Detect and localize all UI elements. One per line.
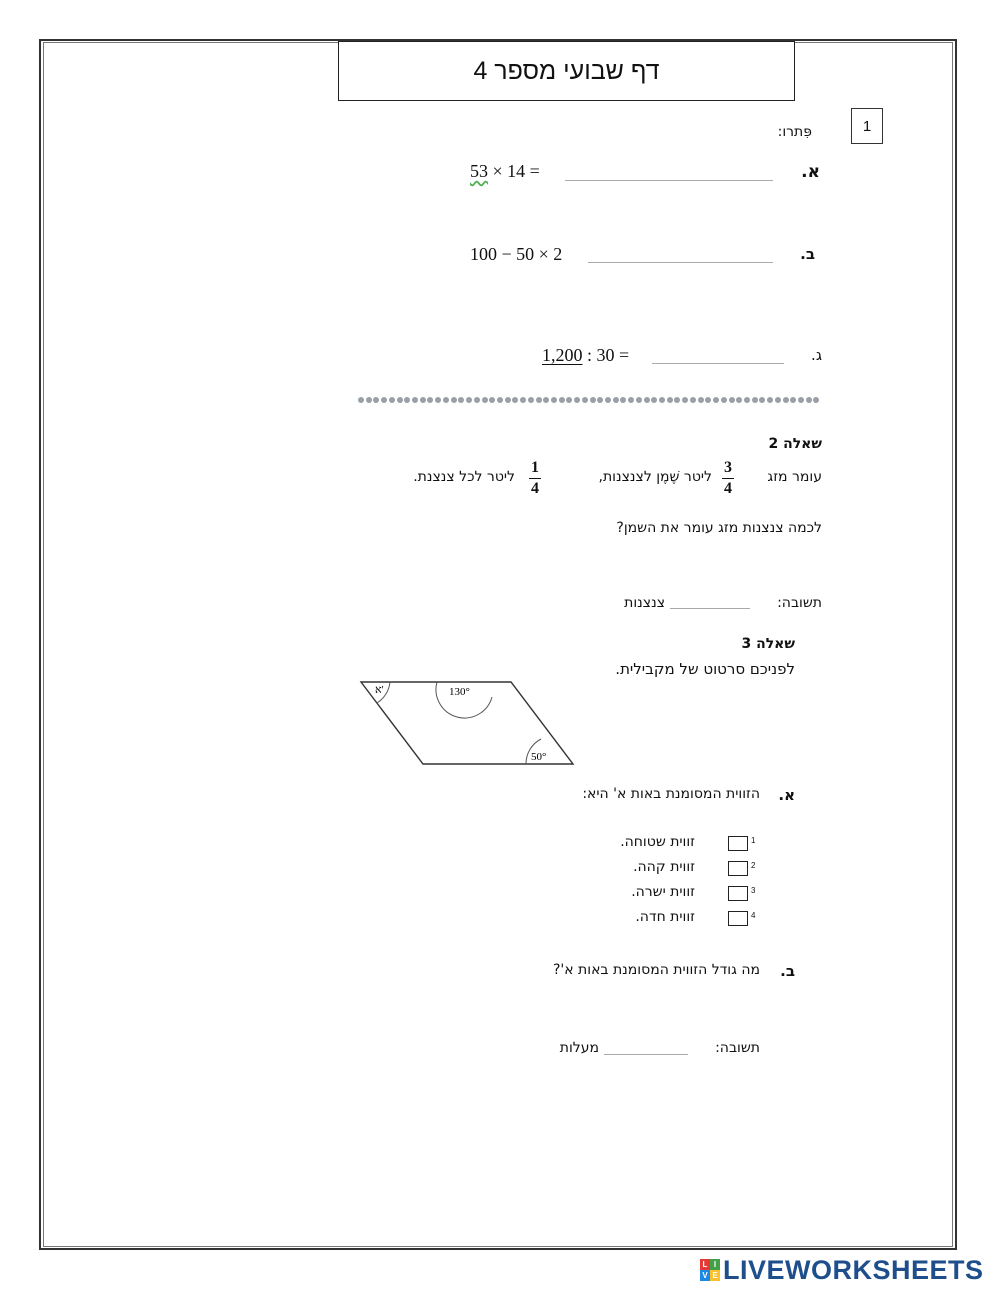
q2-fraction-one-quarter: 1 4 (531, 459, 539, 497)
section-divider (358, 396, 820, 404)
option-3-checkbox[interactable] (728, 886, 748, 901)
q1c-expression: 1,200 : 30 = (542, 345, 630, 365)
q3a-letter: א. (778, 786, 795, 804)
q1b-answer-field[interactable] (588, 262, 773, 263)
question-number-box: 1 (851, 108, 883, 144)
q1a-expression: 53 × 14 = (470, 161, 540, 181)
option-4-checkbox[interactable] (728, 911, 748, 926)
q3-answer-unit: מעלות (559, 1040, 599, 1056)
option-3-label: זווית ישרה. (631, 884, 695, 900)
option-1-checkbox[interactable] (728, 836, 748, 851)
q1c-answer-field[interactable] (652, 363, 784, 364)
liveworksheets-logo-icon: L I V E (700, 1259, 720, 1281)
q2-text-c: ליטר לכל צנצנת. (413, 469, 515, 485)
q2-answer-label: תשובה: (777, 595, 822, 611)
q2-text-a: עומר מזג (767, 469, 822, 485)
q2-text-b: ליטר שֶׁמֶן לצנצנות, (598, 469, 712, 485)
option-2-label: זווית קהה. (633, 859, 695, 875)
option-4-number: 4 (751, 911, 756, 920)
q3-title: שאלה 3 (741, 636, 795, 652)
q3a-text: הזווית המסומנת באות א' היא: (582, 786, 760, 802)
q2-answer-field[interactable] (670, 608, 750, 609)
q3b-text: מה גודל הזווית המסומנת באות א'? (552, 962, 760, 978)
q2-title: שאלה 2 (768, 436, 822, 452)
liveworksheets-brand-text: LIVEWORKSHEETS (723, 1254, 984, 1285)
worksheet-title: דף שבועי מספר 4 (338, 41, 795, 101)
q2-answer-unit: צנצנות (624, 595, 665, 611)
q1-instruction: פִּתרו: (777, 124, 812, 140)
option-2-checkbox[interactable] (728, 861, 748, 876)
option-2-number: 2 (751, 861, 756, 870)
q3-answer-field[interactable] (604, 1054, 688, 1055)
angle-label-50: 50° (531, 751, 547, 763)
q1b-expression: 100 − 50 × 2 (470, 244, 563, 264)
q3-answer-label: תשובה: (715, 1040, 760, 1056)
q1c-letter: ג. (811, 346, 822, 364)
liveworksheets-logo (700, 1254, 984, 1285)
q3b-letter: ב. (780, 962, 795, 980)
q1a-letter: א. (801, 162, 820, 182)
option-3-number: 3 (751, 886, 756, 895)
angle-label-a: א' (375, 684, 384, 696)
q2-question: לכמה צנצנות מזג עומר את השמן? (616, 520, 822, 536)
page-border-inner (43, 42, 953, 1247)
angle-label-130: 130° (449, 686, 470, 698)
option-1-number: 1 (751, 836, 756, 845)
option-4-label: זווית חדה. (635, 909, 695, 925)
q1a-answer-field[interactable] (565, 180, 773, 181)
q2-fraction-three-quarters: 3 4 (724, 459, 732, 497)
q1b-letter: ב. (800, 245, 815, 263)
q3-intro: לפניכם סרטוט של מקבילית. (615, 660, 795, 678)
option-1-label: זווית שטוחה. (620, 834, 695, 850)
parallelogram-diagram (355, 676, 580, 771)
